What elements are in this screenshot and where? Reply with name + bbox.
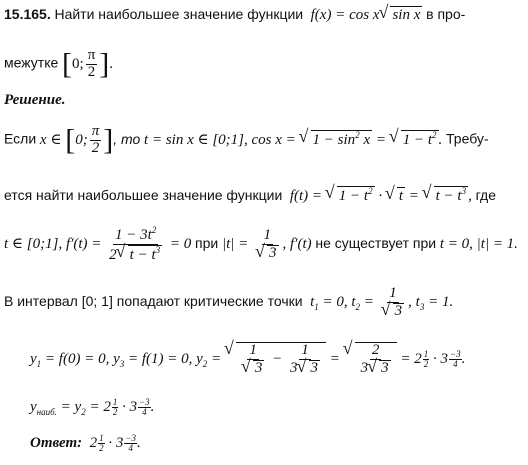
- answer-value: 2 $\frac{1}{2}$ · 3 $\frac{-3}{4}$ .: [85, 433, 141, 453]
- derivative-formula: t ∈ [0;1], f′(t) = $\frac{1 - 3t^2}{2√ t - t^3}$ = 0 при |t| = 1 √ 3 ,: [4, 236, 290, 252]
- critical-text: В интервал [0; 1] попадают критические точки: [4, 293, 303, 310]
- problem-statement-line: [4, 6, 524, 24]
- find-max-line: [4, 186, 524, 205]
- condition-line: [4, 124, 524, 157]
- solution-label: Решение.: [4, 92, 66, 108]
- condition-formula: x ∈ [0; $\frac{\pi}{2}$ ], то t = sin x ∈ [0;1], cos x = √ $1 - \sin^2 x$ = √ $1 - t^2$ .: [40, 132, 446, 148]
- answer-line: [30, 434, 524, 453]
- critical-points: $t_1 = 0$, $t_2$ = 1 √ 3 , $t_3 = 1$.: [306, 294, 453, 310]
- where-word: где: [475, 187, 497, 203]
- problem-function: f(x) = cos x√ sin x: [307, 7, 423, 23]
- problem-interval-line: [4, 48, 524, 81]
- interval-formula: [0; $\frac{\pi}{2}$ ].: [62, 47, 114, 81]
- problem-cont: в про-: [426, 6, 466, 22]
- if-word: Если: [4, 130, 37, 147]
- find-max-formula: f(t) = √ $1 - t^2$ · √ t = √ $t - t^3$ ,: [286, 188, 476, 204]
- problem-number: 15.165.: [4, 6, 51, 22]
- required-word: Требу-: [446, 130, 489, 147]
- values-line: [30, 342, 524, 377]
- max-value-formula: $y_{наиб.} = y_2 = 2$ $\frac{1}{2}$ · 3 $\frac{-3}{4}$ .: [30, 397, 155, 417]
- nonexist-text: f′(t) не существует при t = 0, |t| = 1.: [290, 235, 518, 253]
- max-value-line: [30, 398, 524, 418]
- find-max-text: ется найти наибольшее значение функции: [4, 187, 283, 203]
- answer-label: Ответ:: [30, 435, 83, 451]
- values-formula: $y_1 = f(0) = 0$, $y_3 = f(1) = 0$, $y_2$ = √ 1 √ 3 − $\frac{1}{3√ 3}$ = √ $\frac{2}{3√ 3}$ = 2 $\frac{1}{2}$ · 3 $\frac{-3}{4}$ .: [30, 351, 465, 367]
- interval-word: межутке: [4, 54, 59, 71]
- problem-text: Найти наибольшее значение функции: [54, 6, 304, 22]
- critical-points-line: [4, 286, 524, 320]
- derivative-line: [4, 226, 524, 264]
